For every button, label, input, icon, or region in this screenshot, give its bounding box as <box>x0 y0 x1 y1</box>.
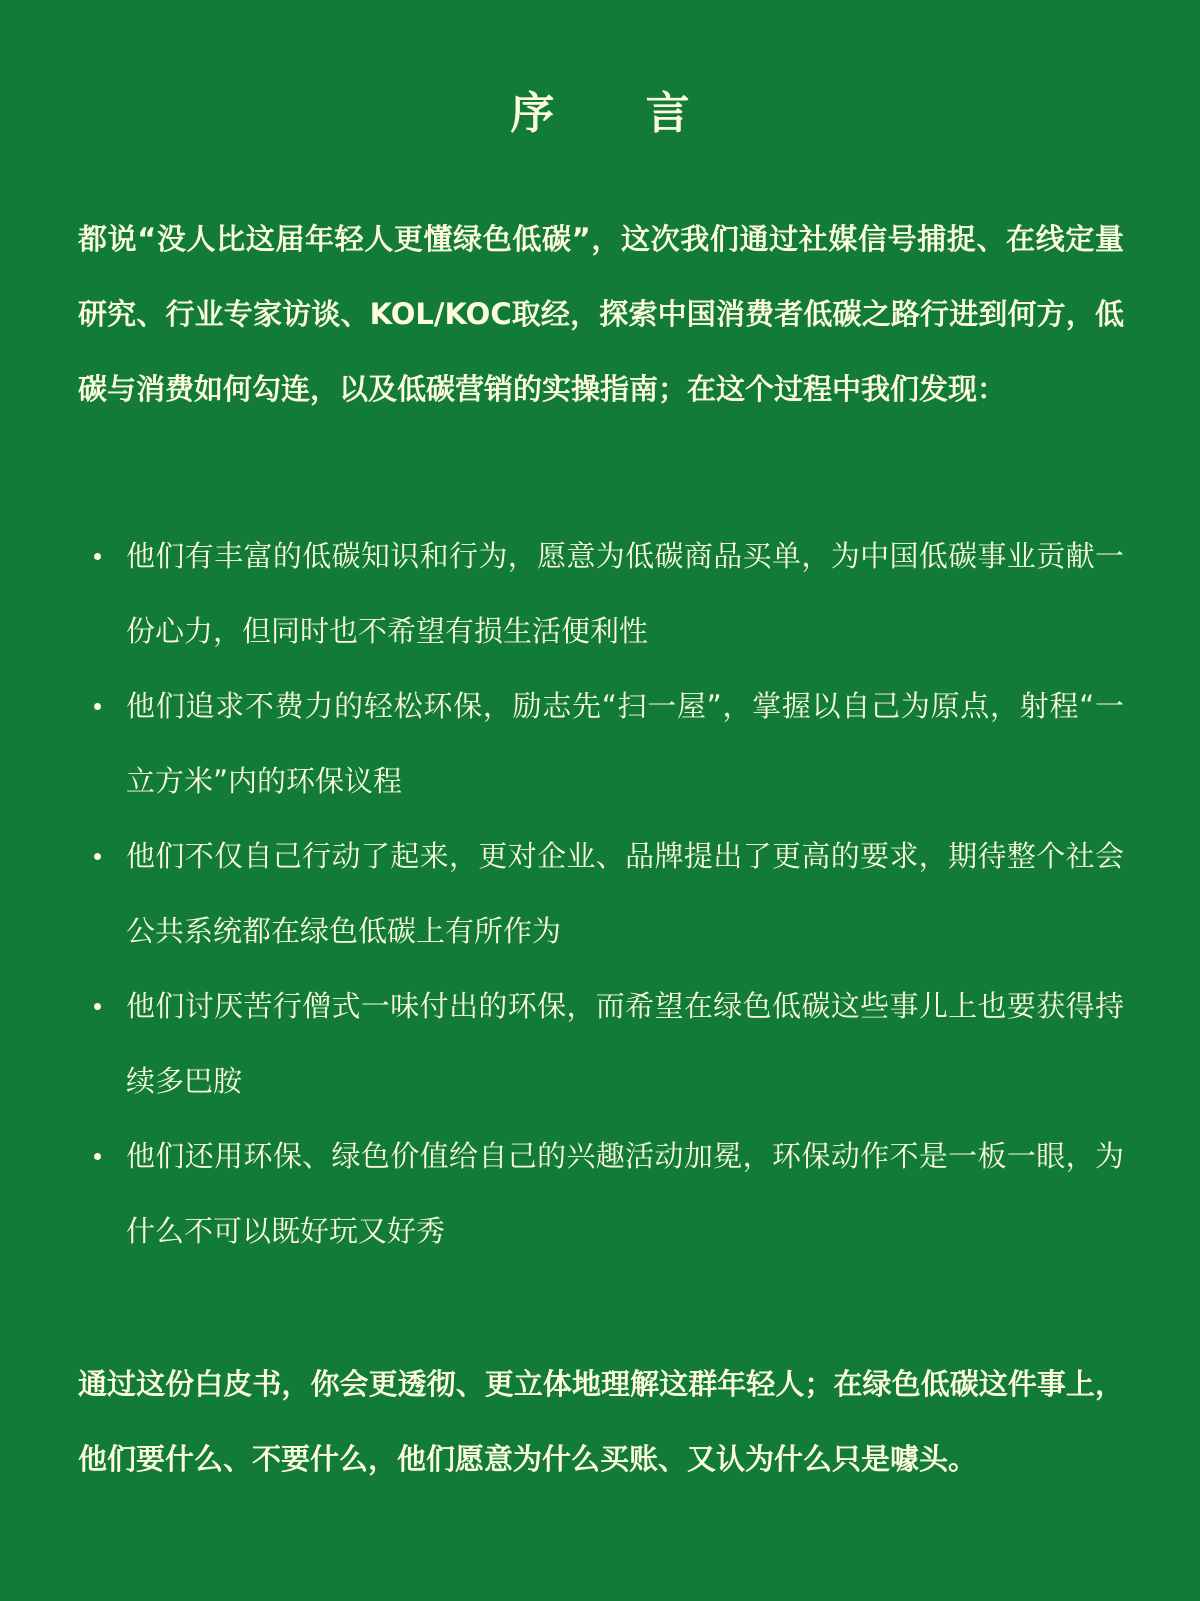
intro-paragraph: 都说“没人比这届年轻人更懂绿色低碳”，这次我们通过社媒信号捕捉、在线定量研究、行业专家访谈、KOL/KOC取经，探索中国消费者低碳之路行进到何方，低碳与消费如何勾连，以及低碳营销的实操指南；在这个过程中我们发现： <box>78 222 1124 406</box>
bullet-icon <box>94 553 101 560</box>
finding-item <box>78 669 1124 819</box>
finding-item <box>78 519 1124 669</box>
bullet-icon <box>94 1003 101 1010</box>
findings-list <box>78 519 1124 1269</box>
finding-item <box>78 969 1124 1119</box>
finding-text: 他们追求不费力的轻松环保，励志先“扫一屋”，掌握以自己为原点，射程“一立方米”内的环保议程 <box>126 689 1124 798</box>
page-title: 序 言 <box>510 88 728 139</box>
finding-text: 他们不仅自己行动了起来，更对企业、品牌提出了更高的要求，期待整个社会公共系统都在绿色低碳上有所作为 <box>126 839 1124 948</box>
bullet-icon <box>94 853 101 860</box>
finding-item <box>78 819 1124 969</box>
finding-text: 他们有丰富的低碳知识和行为，愿意为低碳商品买单，为中国低碳事业贡献一份心力，但同时也不希望有损生活便利性 <box>126 539 1124 648</box>
closing-paragraph: 通过这份白皮书，你会更透彻、更立体地理解这群年轻人；在绿色低碳这件事上，他们要什么、不要什么，他们愿意为什么买账、又认为什么只是噱头。 <box>78 1367 1124 1476</box>
finding-text: 他们讨厌苦行僧式一味付出的环保，而希望在绿色低碳这些事儿上也要获得持续多巴胺 <box>126 989 1124 1098</box>
finding-text: 他们还用环保、绿色价值给自己的兴趣活动加冕，环保动作不是一板一眼，为什么不可以既好玩又好秀 <box>126 1139 1124 1248</box>
finding-item <box>78 1119 1124 1269</box>
bullet-icon <box>94 703 101 710</box>
bullet-icon <box>94 1153 101 1160</box>
